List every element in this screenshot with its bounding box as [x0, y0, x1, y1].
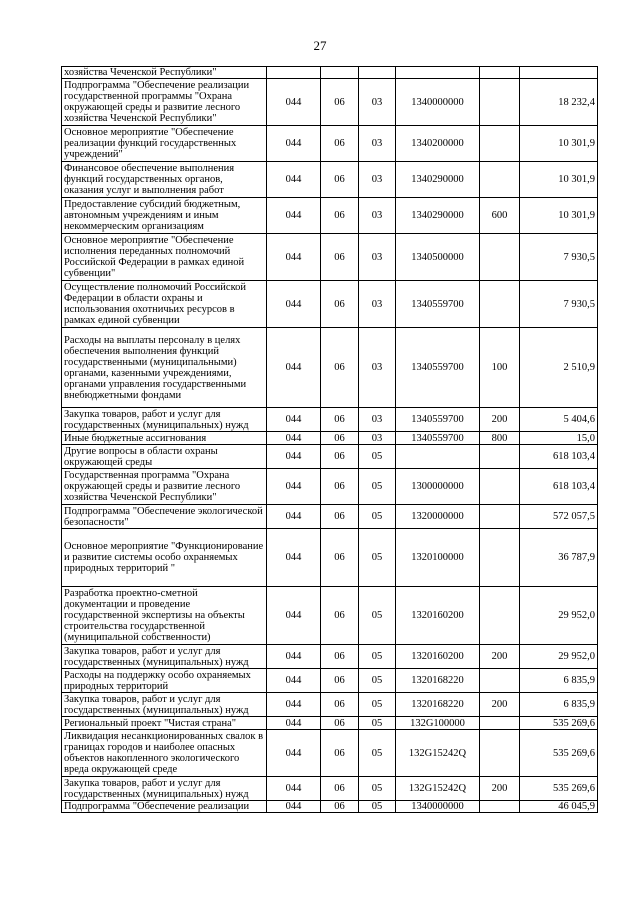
cell-sum: 46 045,9 [520, 801, 598, 813]
table-row [62, 445, 598, 469]
cell-rz: 06 [321, 445, 359, 469]
cell-vr [480, 445, 520, 469]
cell-csr: 1340559700 [396, 432, 480, 445]
cell-name: Подпрограмма "Обеспечение реализации государственной программы "Охрана окружающей среды и развитие лесного хозяйства Чеченской Республики" [62, 79, 267, 126]
cell-sum: 572 057,5 [520, 505, 598, 529]
cell-rz: 06 [321, 126, 359, 162]
cell-csr: 1320100000 [396, 529, 480, 587]
cell-rz: 06 [321, 281, 359, 328]
cell-vr [480, 469, 520, 505]
table-row [62, 432, 598, 445]
cell-pr: 03 [359, 162, 396, 198]
cell-sum: 29 952,0 [520, 645, 598, 669]
table-row [62, 529, 598, 587]
cell-csr: 132G15242Q [396, 777, 480, 801]
budget-table [61, 66, 598, 813]
cell-pr: 05 [359, 717, 396, 730]
cell-ved: 044 [267, 328, 321, 408]
cell-rz: 06 [321, 432, 359, 445]
cell-pr: 05 [359, 730, 396, 777]
table-row [62, 234, 598, 281]
cell-csr: 1320160200 [396, 645, 480, 669]
cell-pr: 03 [359, 328, 396, 408]
cell-csr: 1320160200 [396, 587, 480, 645]
cell-sum: 15,0 [520, 432, 598, 445]
cell-csr: 1340290000 [396, 198, 480, 234]
cell-ved: 044 [267, 234, 321, 281]
cell-ved: 044 [267, 281, 321, 328]
cell-csr [396, 445, 480, 469]
cell-pr: 05 [359, 505, 396, 529]
cell-vr [480, 717, 520, 730]
cell-rz: 06 [321, 717, 359, 730]
cell-name: хозяйства Чеченской Республики" [62, 67, 267, 79]
table-row [62, 717, 598, 730]
cell-csr: 132G100000 [396, 717, 480, 730]
cell-name: Разработка проектно-сметной документации и проведение государственной экспертизы на объекты строительства государственной (муниципальной собственности) [62, 587, 267, 645]
cell-csr: 1340290000 [396, 162, 480, 198]
cell-name: Финансовое обеспечение выполнения функций государственных органов, оказания услуг и выполнения работ [62, 162, 267, 198]
cell-ved: 044 [267, 469, 321, 505]
cell-vr [480, 529, 520, 587]
table-row [62, 730, 598, 777]
table-row [62, 408, 598, 432]
cell-ved: 044 [267, 408, 321, 432]
cell-ved: 044 [267, 587, 321, 645]
table-row [62, 328, 598, 408]
cell-ved: 044 [267, 801, 321, 813]
cell-csr: 1340000000 [396, 801, 480, 813]
cell-name: Осуществление полномочий Российской Федерации в области охраны и использования охотничьих ресурсов в рамках единой субвенции [62, 281, 267, 328]
cell-sum: 18 232,4 [520, 79, 598, 126]
cell-ved: 044 [267, 162, 321, 198]
cell-pr: 03 [359, 126, 396, 162]
cell-pr: 05 [359, 801, 396, 813]
cell-rz: 06 [321, 645, 359, 669]
cell-ved: 044 [267, 126, 321, 162]
cell-ved: 044 [267, 645, 321, 669]
cell-sum: 2 510,9 [520, 328, 598, 408]
cell-name: Подпрограмма "Обеспечение реализации [62, 801, 267, 813]
cell-ved: 044 [267, 730, 321, 777]
cell-pr: 03 [359, 408, 396, 432]
cell-name: Подпрограмма "Обеспечение экологической безопасности" [62, 505, 267, 529]
table-row [62, 587, 598, 645]
cell-vr [480, 587, 520, 645]
cell-sum: 535 269,6 [520, 717, 598, 730]
cell-name: Другие вопросы в области охраны окружающей среды [62, 445, 267, 469]
budget-table-body [62, 67, 598, 813]
table-row [62, 126, 598, 162]
cell-csr: 1340559700 [396, 408, 480, 432]
cell-rz: 06 [321, 693, 359, 717]
cell-vr [480, 730, 520, 777]
cell-pr: 05 [359, 445, 396, 469]
cell-name: Закупка товаров, работ и услуг для государственных (муниципальных) нужд [62, 408, 267, 432]
cell-rz: 06 [321, 234, 359, 281]
cell-vr [480, 669, 520, 693]
cell-rz: 06 [321, 669, 359, 693]
cell-sum: 36 787,9 [520, 529, 598, 587]
cell-sum: 5 404,6 [520, 408, 598, 432]
cell-rz: 06 [321, 469, 359, 505]
cell-pr: 03 [359, 79, 396, 126]
table-row [62, 67, 598, 79]
cell-vr [480, 162, 520, 198]
cell-csr: 1320000000 [396, 505, 480, 529]
table-row [62, 645, 598, 669]
cell-rz: 06 [321, 801, 359, 813]
cell-vr [480, 126, 520, 162]
cell-csr [396, 67, 480, 79]
cell-name: Основное мероприятие "Обеспечение реализации функций государственных учреждений" [62, 126, 267, 162]
cell-name: Иные бюджетные ассигнования [62, 432, 267, 445]
cell-csr: 1340500000 [396, 234, 480, 281]
table-row [62, 505, 598, 529]
cell-sum: 29 952,0 [520, 587, 598, 645]
table-row [62, 281, 598, 328]
cell-ved [267, 67, 321, 79]
cell-pr: 03 [359, 234, 396, 281]
cell-vr: 600 [480, 198, 520, 234]
cell-rz: 06 [321, 777, 359, 801]
cell-pr: 05 [359, 669, 396, 693]
cell-csr: 1340200000 [396, 126, 480, 162]
cell-sum: 7 930,5 [520, 281, 598, 328]
table-row [62, 801, 598, 813]
cell-sum: 618 103,4 [520, 445, 598, 469]
cell-ved: 044 [267, 432, 321, 445]
cell-pr: 05 [359, 587, 396, 645]
cell-rz: 06 [321, 587, 359, 645]
cell-pr: 05 [359, 469, 396, 505]
cell-vr [480, 505, 520, 529]
cell-ved: 044 [267, 445, 321, 469]
cell-name: Расходы на поддержку особо охраняемых природных территорий [62, 669, 267, 693]
cell-rz: 06 [321, 328, 359, 408]
cell-name: Расходы на выплаты персоналу в целях обеспечения выполнения функций государственными (муниципальными) органами, казенными учреждениями, органами управления государственными внебюджетными фондами [62, 328, 267, 408]
cell-rz: 06 [321, 79, 359, 126]
cell-csr: 1340000000 [396, 79, 480, 126]
cell-ved: 044 [267, 777, 321, 801]
cell-sum: 535 269,6 [520, 730, 598, 777]
cell-sum: 10 301,9 [520, 126, 598, 162]
cell-sum: 618 103,4 [520, 469, 598, 505]
cell-vr: 200 [480, 645, 520, 669]
cell-name: Основное мероприятие "Функционирование и развитие системы особо охраняемых природных территорий " [62, 529, 267, 587]
table-row [62, 693, 598, 717]
cell-vr [480, 234, 520, 281]
cell-pr: 05 [359, 777, 396, 801]
cell-pr: 03 [359, 432, 396, 445]
cell-vr [480, 281, 520, 328]
cell-rz: 06 [321, 198, 359, 234]
cell-sum: 535 269,6 [520, 777, 598, 801]
table-row [62, 198, 598, 234]
cell-pr: 05 [359, 645, 396, 669]
cell-ved: 044 [267, 669, 321, 693]
cell-ved: 044 [267, 79, 321, 126]
cell-sum: 10 301,9 [520, 198, 598, 234]
cell-rz: 06 [321, 162, 359, 198]
table-row [62, 669, 598, 693]
cell-sum: 7 930,5 [520, 234, 598, 281]
cell-csr: 1300000000 [396, 469, 480, 505]
cell-rz: 06 [321, 505, 359, 529]
cell-sum: 6 835,9 [520, 669, 598, 693]
cell-csr: 1340559700 [396, 328, 480, 408]
cell-name: Закупка товаров, работ и услуг для государственных (муниципальных) нужд [62, 693, 267, 717]
cell-csr: 1340559700 [396, 281, 480, 328]
cell-sum [520, 67, 598, 79]
cell-vr: 200 [480, 777, 520, 801]
table-row [62, 162, 598, 198]
table-row [62, 469, 598, 505]
cell-vr: 200 [480, 408, 520, 432]
cell-rz: 06 [321, 529, 359, 587]
cell-name: Предоставление субсидий бюджетным, автономным учреждениям и иным некоммерческим организациям [62, 198, 267, 234]
page-number: 27 [313, 38, 327, 53]
cell-vr [480, 79, 520, 126]
cell-pr: 03 [359, 281, 396, 328]
cell-pr [359, 67, 396, 79]
cell-ved: 044 [267, 198, 321, 234]
table-row [62, 79, 598, 126]
cell-ved: 044 [267, 505, 321, 529]
cell-sum: 6 835,9 [520, 693, 598, 717]
cell-rz [321, 67, 359, 79]
cell-pr: 03 [359, 198, 396, 234]
cell-vr: 100 [480, 328, 520, 408]
cell-sum: 10 301,9 [520, 162, 598, 198]
cell-rz: 06 [321, 408, 359, 432]
cell-ved: 044 [267, 529, 321, 587]
cell-rz: 06 [321, 730, 359, 777]
cell-vr: 200 [480, 693, 520, 717]
cell-ved: 044 [267, 693, 321, 717]
cell-vr [480, 801, 520, 813]
cell-vr: 800 [480, 432, 520, 445]
cell-name: Ликвидация несанкционированных свалок в границах городов и наиболее опасных объектов накопленного экологического вреда окружающей среде [62, 730, 267, 777]
cell-ved: 044 [267, 717, 321, 730]
cell-name: Закупка товаров, работ и услуг для государственных (муниципальных) нужд [62, 645, 267, 669]
cell-pr: 05 [359, 529, 396, 587]
cell-pr: 05 [359, 693, 396, 717]
table-row [62, 777, 598, 801]
cell-csr: 132G15242Q [396, 730, 480, 777]
cell-vr [480, 67, 520, 79]
cell-name: Региональный проект "Чистая страна" [62, 717, 267, 730]
cell-csr: 1320168220 [396, 669, 480, 693]
cell-name: Государственная программа "Охрана окружающей среды и развитие лесного хозяйства Чеченской Республики" [62, 469, 267, 505]
cell-csr: 1320168220 [396, 693, 480, 717]
cell-name: Закупка товаров, работ и услуг для государственных (муниципальных) нужд [62, 777, 267, 801]
cell-name: Основное мероприятие "Обеспечение исполнения переданных полномочий Российской Федерации в рамках единой субвенции" [62, 234, 267, 281]
